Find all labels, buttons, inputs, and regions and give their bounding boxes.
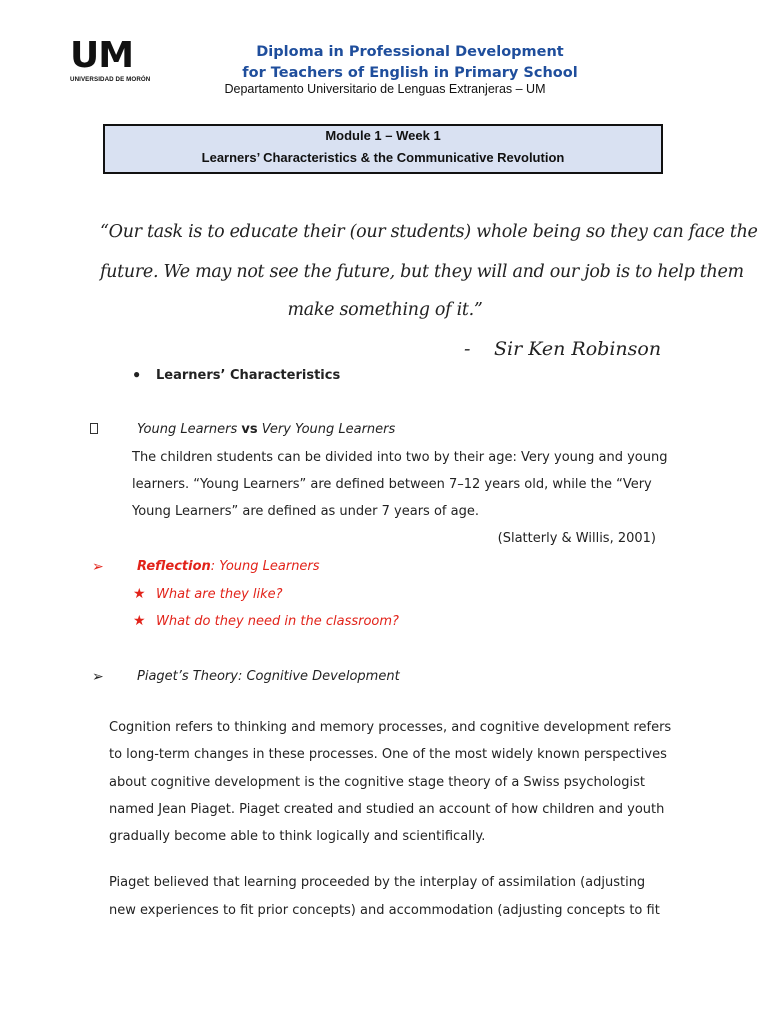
quote-author: Sir Ken Robinson — [494, 338, 662, 360]
title-vs: vs — [241, 422, 258, 437]
diploma-title-line2: for Teachers of English in Primary School — [242, 65, 578, 81]
citation: (Slatterly & Willis, 2001) — [497, 531, 656, 546]
reflection-question-2: What do they need in the classroom? — [156, 614, 399, 629]
reflection-topic: : Young Learners — [210, 559, 320, 574]
piaget-para1-line5: gradually become able to think logically and scientifically. — [109, 829, 486, 844]
young-learners-para-line2: learners. “Young Learners” are defined between 7–12 years old, while the “Very — [132, 477, 652, 492]
piaget-heading: Piaget’s Theory: Cognitive Development — [137, 669, 400, 684]
university-logo — [70, 35, 151, 83]
diploma-title-line1: Diploma in Professional Development — [256, 44, 564, 60]
logo-university-name: UNIVERSIDAD DE MORÓN — [70, 76, 151, 83]
piaget-para2-line1: Piaget believed that learning proceeded by the interplay of assimilation (adjusting — [109, 875, 646, 890]
arrow-right-icon: ➢ — [92, 668, 104, 684]
quote-attribution — [464, 338, 661, 360]
reflection-heading — [137, 559, 320, 574]
piaget-para2-line2: new experiences to fit prior concepts) and accommodation (adjusting concepts to fit — [109, 903, 660, 918]
department-name: Departamento Universitario de Lenguas Extranjeras – UM — [224, 82, 546, 96]
section-heading: Learners’ Characteristics — [156, 368, 341, 383]
arrow-right-icon: ➢ — [92, 558, 104, 574]
young-learners-para-line3: Young Learners” are defined as under 7 years of age. — [132, 504, 479, 519]
reflection-question-1: What are they like? — [156, 587, 283, 602]
quote-line3: make something of it.” — [287, 300, 483, 320]
title-young-learners: Young Learners — [137, 422, 238, 437]
star-icon: ★ — [133, 585, 146, 601]
checkbox-glyph-icon — [90, 423, 98, 434]
module-box — [103, 124, 663, 174]
attribution-dash: - — [464, 338, 471, 360]
quote-line1: “Our task is to educate their (our students) whole being so they can face the — [100, 222, 758, 242]
reflection-label: Reflection — [137, 559, 211, 574]
star-icon: ★ — [133, 612, 146, 628]
module-week: Module 1 – Week 1 — [325, 128, 441, 143]
piaget-para1-line3: about cognitive development is the cognitive stage theory of a Swiss psychologist — [109, 775, 645, 790]
piaget-para1-line1: Cognition refers to thinking and memory processes, and cognitive development refers — [109, 720, 672, 735]
piaget-para1-line2: to long-term changes in these processes. One of the most widely known perspectives — [109, 747, 667, 762]
piaget-para1-line4: named Jean Piaget. Piaget created and studied an account of how children and youth — [109, 802, 665, 817]
quote-line2: future. We may not see the future, but they will and our job is to help them — [100, 262, 744, 282]
logo-mark: UM — [70, 35, 134, 76]
title-very-young-learners: Very Young Learners — [261, 422, 396, 437]
module-topic: Learners’ Characteristics & the Communicative Revolution — [201, 150, 565, 165]
young-learners-para-line1: The children students can be divided into two by their age: Very young and young — [132, 450, 668, 465]
young-learners-title — [137, 422, 395, 437]
bullet-icon: ● — [133, 367, 141, 381]
